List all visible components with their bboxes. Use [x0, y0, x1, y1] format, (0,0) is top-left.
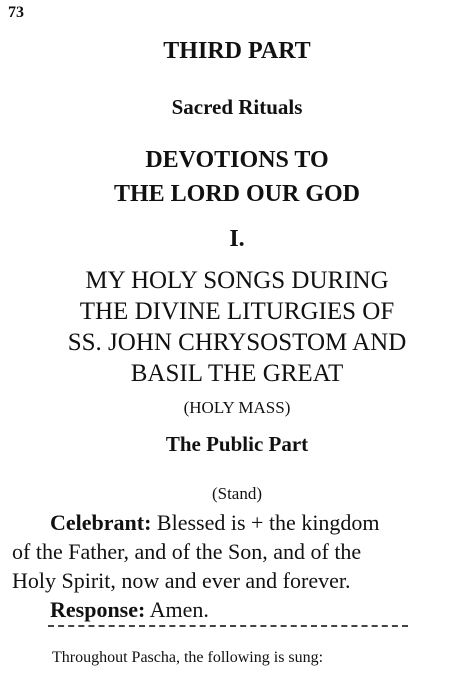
songs-title-line-4: BASIL THE GREAT — [130, 360, 344, 387]
stand-note: (Stand) — [211, 484, 263, 503]
celebrant-text-line-1: Blessed is + the kingdom — [156, 510, 380, 535]
songs-title-line-3: SS. JOHN CHRYSOSTOM AND — [67, 329, 407, 356]
response-text: Amen. — [149, 597, 209, 622]
response-line — [12, 595, 468, 624]
songs-title — [0, 265, 474, 389]
devotion-title — [0, 143, 474, 211]
pascha-note: Throughout Pascha, the following is sung: — [52, 649, 324, 666]
songs-title-line-2: THE DIVINE LITURGIES OF — [79, 298, 395, 325]
celebrant-text-line-3: Holy Spirit, now and ever and forever. — [12, 568, 351, 593]
celebrant-line-1 — [12, 508, 468, 537]
public-part-title: The Public Part — [165, 432, 309, 456]
page-number: 73 — [8, 4, 24, 21]
section-numeral: I. — [229, 226, 245, 252]
devotion-title-line-1: DEVOTIONS TO — [145, 147, 329, 173]
dashed-divider — [48, 625, 408, 627]
liturgy-text — [12, 508, 468, 624]
songs-title-line-1: MY HOLY SONGS DURING — [85, 267, 389, 294]
celebrant-label: Celebrant: — [50, 510, 152, 535]
devotion-title-line-2: THE LORD OUR GOD — [113, 181, 361, 207]
celebrant-text-line-2: of the Father, and of the Son, and of the — [12, 539, 362, 564]
response-label: Response: — [50, 597, 146, 622]
holy-mass-subtitle: (HOLY MASS) — [183, 398, 291, 417]
section-title: Sacred Rituals — [171, 95, 303, 119]
part-title: THIRD PART — [163, 38, 311, 64]
